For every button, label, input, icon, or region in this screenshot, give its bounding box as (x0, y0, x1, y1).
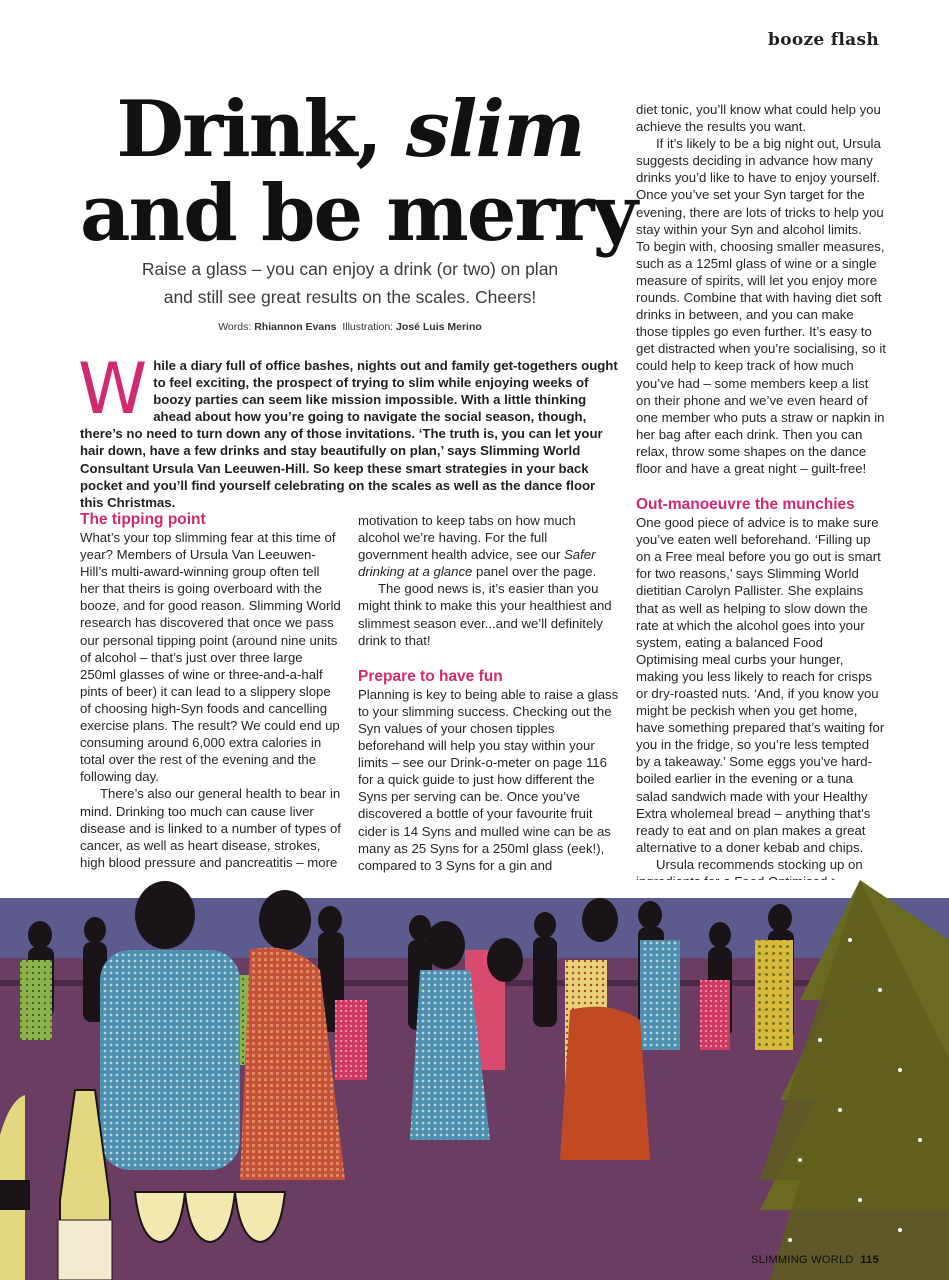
heading-prepare: Prepare to have fun (358, 667, 503, 685)
drop-cap: W (78, 348, 148, 430)
intro-paragraph (78, 348, 620, 511)
headline-line-1 (80, 84, 620, 175)
heading-tipping-point: The tipping point (80, 511, 206, 528)
credits (130, 321, 570, 333)
headline-text-italic: slim (405, 84, 584, 175)
page-number: 115 (860, 1254, 879, 1266)
p3-text-b: panel over the page. (472, 564, 597, 580)
standfirst (110, 255, 590, 311)
tipping-point-p1: What’s your top slimming fear at this time of year? Members of Ursula Van Leeuwen-Hill’s multi-award-winning group often tell her that theirs is going overboard with the booze, and for good reason. Slimming World research has discovered that once we pass our personal tipping point (around nine units of alcohol – that’s just over three large 250ml glasses of wine or three-and-a-half pints of beer) it can lead to a slippery slope of choosing high-Syn foods and cancelling exercise plans. The result? We could end up consuming around 6,000 extra calories in total over the rest of the evening and the following day. (80, 530, 341, 785)
munchies-p1: One good piece of advice is to make sure you’ve eaten well beforehand. ‘Filling up on a Free meal before you go out is smart for two reasons,’ says Slimming World dietitian Carolyn Pallister. She explains that as well as helping to slow down the rate at which the alcohol goes into your system, eating a balanced Food Optimising meal curbs your hunger, making you less likely to reach for crisps or dry-roasted nuts. ‘And, if you know you might be peckish when you get home, have something prepared that’s waiting for you in the fridge, so you’re less tempted by a takeaway.’ Some eggs you’ve hard-boiled earlier in the evening or a tuna salad sandwich made with your Healthy Extra wholemeal bread – anything that’s ready to eat and on plan makes a great alternative to a doner kebab and chips. (636, 515, 885, 855)
prepare-p1: Planning is key to being able to raise a glass to your slimming success. Checking out the Syn values of your chosen tipples beforehand will help you stay within your limits – see our Drink-o-meter on page 116 for a quick guide to just how different the Syns per serving can be. Once you’ve discovered a bottle of your favourite fruit cider is 14 Syns and mulled wine can be as many as 25 Syns for a 250ml glass (eek!), compared to 3 Syns for a gin and (358, 686, 619, 873)
illustration-label: Illustration: (342, 321, 394, 333)
section-tag: booze flash (768, 30, 879, 50)
tipping-point-p3 (358, 512, 620, 580)
panel-reference: Safer drinking at a glance (358, 547, 596, 580)
prepare-p4: To begin with, choosing smaller measures, such as a 125ml glass of wine or a single measure of spirits, will let you enjoy more rounds. Combine that with having diet soft drinks in between, and you can make those tipples go even further. It’s easy to get distracted when you’re socialising, so it could help to keep track of how much you’ve had – some members keep a list on their phone and we’ve even heard of one member who puts a straw or napkin in her bag after each drink. Then you can relax, throw some shapes on the dance floor and have a great night – guilt-free! (636, 238, 886, 476)
column-2 (358, 512, 620, 874)
p3-text-a: motivation to keep tabs on how much alcohol we’re having. For the full government health advice, see our (358, 513, 576, 563)
column-1 (80, 510, 342, 871)
page-footer (751, 1254, 879, 1266)
headline-line-2: and be merry (80, 168, 636, 259)
words-label: Words: (218, 321, 252, 333)
munchies-p2: Ursula recommends stocking up on (656, 856, 863, 872)
prepare-p2: diet tonic, you’ll know what could help you achieve the results you want. (636, 102, 881, 135)
standfirst-line-1: Raise a glass – you can enjoy a drink (or two) on plan (141, 259, 559, 279)
magazine-name: SLIMMING WORLD (751, 1254, 854, 1266)
illustrator-name: José Luis Merino (396, 321, 482, 333)
column-3 (636, 101, 886, 890)
wine-glasses (135, 1192, 285, 1242)
intro-text: hile a diary full of office bashes, nights out and family get-togethers ought to feel exciting, the prospect of trying to slim while enjoying weeks of boozy parties can seem like mission impossible. With a little thinking ahead about how you’re going to navigate the social season, though, there’s no need to turn down any of those invitations. ‘The truth is, you can let your hair down, have a few drinks and stay beautifully on plan,’ says Slimming World Consultant Ursula Van Leeuwen-Hill. So keep these smart strategies in your back pocket and you’ll find yourself celebrating on the scales as well as the dance floor this Christmas. (80, 358, 618, 510)
headline-text-a: Drink, (116, 84, 406, 175)
headline (80, 84, 636, 259)
tipping-point-p4: The good news is, it’s easier than you might think to make this your healthiest and slimmest season ever...and we’ll definitely drink to that! (358, 581, 612, 648)
standfirst-line-2: and still see great results on the scales. Cheers! (163, 287, 537, 307)
writer-name: Rhiannon Evans (254, 321, 337, 333)
party-illustration (0, 880, 949, 1280)
prepare-p3: If it’s likely to be a big night out, Ursula suggests deciding in advance how many drinks you’d like to have to enjoy yourself. Once you’ve set your Syn target for the evening, there are lots of tricks to help you stay within your Syn and alcohol limits. (636, 136, 884, 237)
tipping-point-p2: There’s also our general health to bear in mind. Drinking too much can cause liver disease and is linked to a number of types of cancer, as well as heart disease, strokes, high blood pressure and pancreatitis – more (80, 786, 341, 870)
heading-munchies: Out-manoeuvre the munchies (636, 496, 855, 514)
